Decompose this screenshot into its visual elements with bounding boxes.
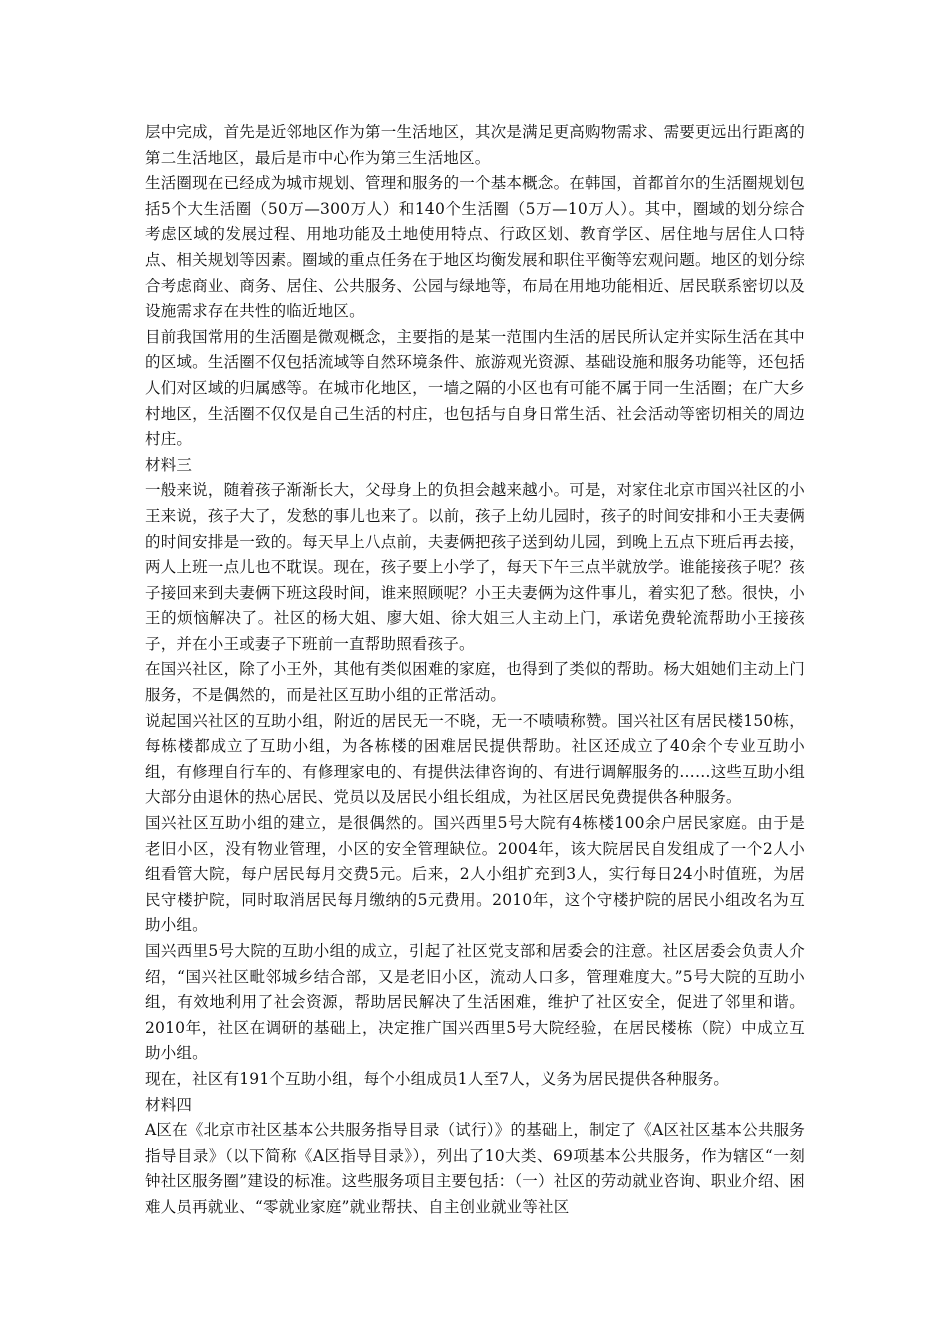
document-body: [145, 120, 805, 1221]
section-heading-material-4: 材料四: [145, 1095, 193, 1114]
paragraph-4: 一般来说，随着孩子渐渐长大，父母身上的负担会越来越小。可是，对家住北京市国兴社区的小王来说，孩子大了，发愁的事儿也来了。以前，孩子上幼儿园时，孩子的时间安排和小王夫妻俩的时间安排是一致的。每天早上八点前，夫妻俩把孩子送到幼儿园，到晚上五点下班后再去接，两人上班一点儿也不耽误。现在，孩子要上小学了，每天下午三点半就放学。谁能接孩子呢？孩子接回来到夫妻俩下班这段时间，谁来照顾呢？小王夫妻俩为这件事儿，着实犯了愁。很快，小王的烦恼解决了。社区的杨大姐、廖大姐、徐大姐三人主动上门，承诺免费轮流帮助小王接孩子，并在小王或妻子下班前一直帮助照看孩子。: [145, 481, 805, 653]
paragraph-7: 国兴社区互助小组的建立，是很偶然的。国兴西里5号大院有4栋楼100余户居民家庭。由于是老旧小区，没有物业管理，小区的安全管理缺位。2004年，该大院居民自发组成了一个2人小组看管大院，每户居民每月交费5元。后来，2人小组扩充到3人，实行每日24小时值班，为居民守楼护院，同时取消居民每月缴纳的5元费用。2010年，这个守楼护院的居民小组改名为互助小组。: [145, 814, 805, 935]
paragraph-6: 说起国兴社区的互助小组，附近的居民无一不晓，无一不啧啧称赞。国兴社区有居民楼150栋，每栋楼都成立了互助小组，为各栋楼的困难居民提供帮助。社区还成立了40余个专业互助小组，有修理自行车的、有修理家电的、有提供法律咨询的、有进行调解服务的……这些互助小组大部分由退休的热心居民、党员以及居民小组长组成，为社区居民免费提供各种服务。: [145, 711, 805, 807]
section-heading-material-3: 材料三: [145, 455, 193, 474]
paragraph-1: 层中完成，首先是近邻地区作为第一生活地区，其次是满足更高购物需求、需要更远出行距离的第二生活地区，最后是市中心作为第三生活地区。: [145, 123, 805, 167]
paragraph-5: 在国兴社区，除了小王外，其他有类似困难的家庭，也得到了类似的帮助。杨大姐她们主动上门服务，不是偶然的，而是社区互助小组的正常活动。: [145, 660, 805, 705]
paragraph-10: A区在《北京市社区基本公共服务指导目录（试行）》的基础上，制定了《A区社区基本公共服务指导目录》（以下简称《A区指导目录》），列出了10大类、69项基本公共服务，作为辖区“一刻钟社区服务圈”建设的标准。这些服务项目主要包括：（一）社区的劳动就业咨询、职业介绍、困难人员再就业、“零就业家庭”就业帮扶、自主创业就业等社区: [145, 1121, 805, 1216]
paragraph-9: 现在，社区有191个互助小组，每个小组成员1人至7人，义务为居民提供各种服务。: [145, 1069, 730, 1088]
paragraph-8: 国兴西里5号大院的互助小组的成立，引起了社区党支部和居委会的注意。社区居委会负责人介绍，“国兴社区毗邻城乡结合部，又是老旧小区，流动人口多，管理难度大。”5号大院的互助小组，有效地利用了社会资源，帮助居民解决了生活困难，维护了社区安全，促进了邻里和谐。2010年，社区在调研的基础上，决定推广国兴西里5号大院经验，在居民楼栋（院）中成立互助小组。: [145, 942, 805, 1063]
paragraph-3: 目前我国常用的生活圈是微观概念，主要指的是某一范围内生活的居民所认定并实际生活在其中的区域。生活圈不仅包括流域等自然环境条件、旅游观光资源、基础设施和服务功能等，还包括人们对区域的归属感等。在城市化地区，一墙之隔的小区也有可能不属于同一生活圈；在广大乡村地区，生活圈不仅仅是自己生活的村庄，也包括与自身日常生活、社会活动等密切相关的周边村庄。: [145, 327, 805, 449]
paragraph-2: 生活圈现在已经成为城市规划、管理和服务的一个基本概念。在韩国，首都首尔的生活圈规划包括5个大生活圈（50万—300万人）和140个生活圈（5万—10万人）。其中，圈域的划分综合考虑区域的发展过程、用地功能及土地使用特点、行政区划、教育学区、居住地与居住人口特点、相关规划等因素。圈域的重点任务在于地区均衡发展和职住平衡等宏观问题。地区的划分综合考虑商业、商务、居住、公共服务、公园与绿地等，布局在用地功能相近、居民联系密切以及设施需求存在共性的临近地区。: [145, 174, 805, 321]
